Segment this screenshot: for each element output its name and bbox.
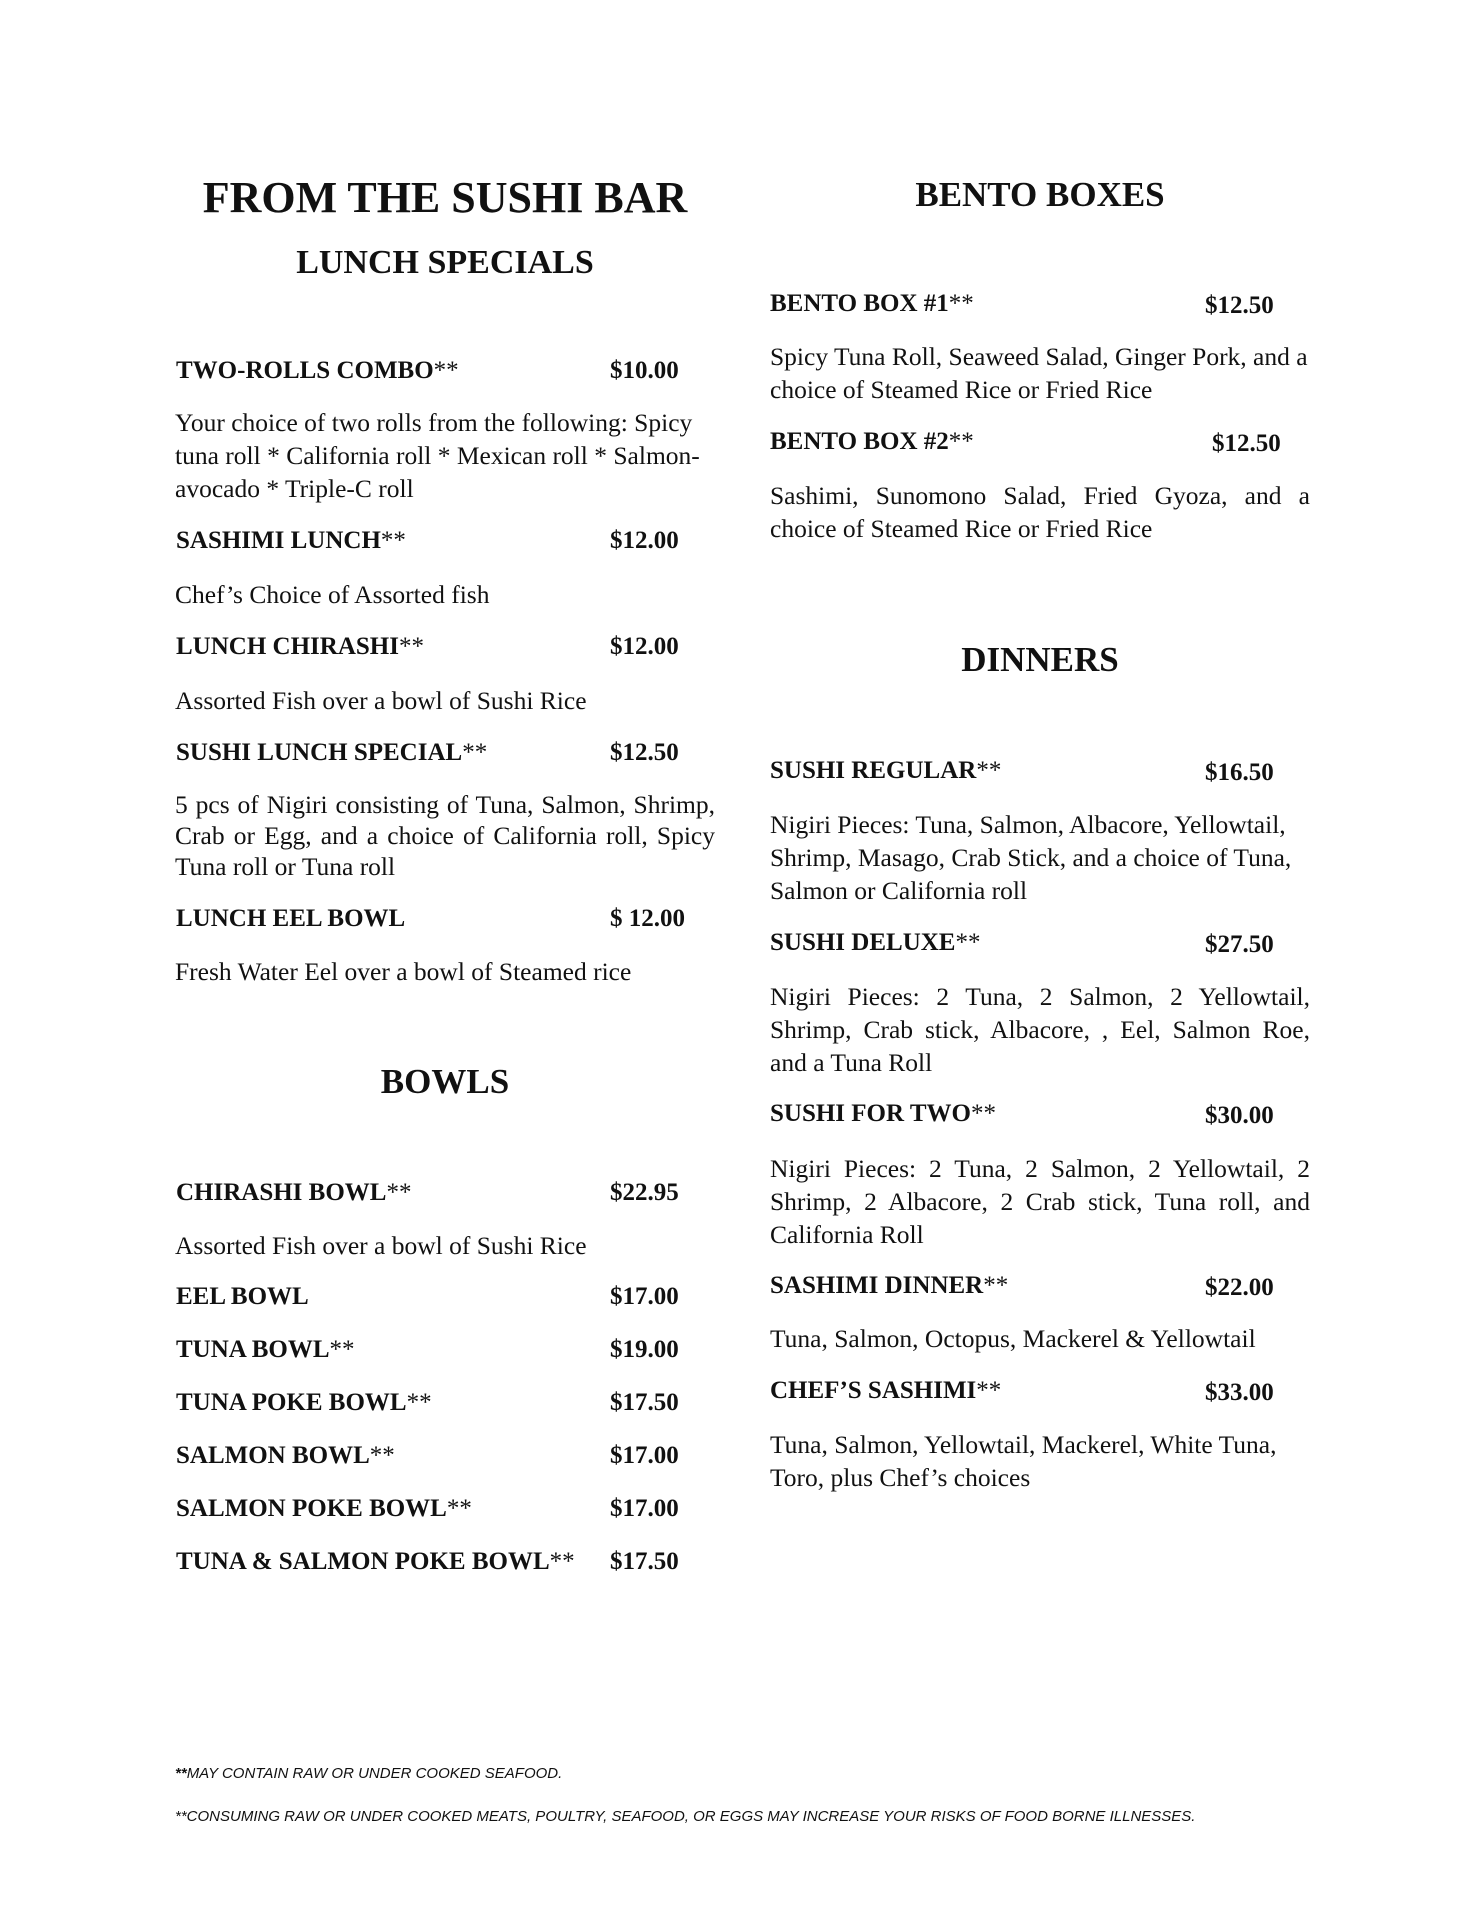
menu-item-description: Nigiri Pieces: 2 Tuna, 2 Salmon, 2 Yellowtail, Shrimp, Crab stick, Albacore, , Eel, Salmon Roe, and a Tuna Roll — [770, 982, 1310, 1077]
bowls-heading: BOWLS — [380, 1062, 510, 1101]
footnote-health-warning: **CONSUMING RAW OR UNDER COOKED MEATS, POULTRY, SEAFOOD, OR EGGS MAY INCREASE YOUR RISKS OF FOOD BORNE ILLNESSES. — [175, 1808, 1196, 1825]
menu-item-price: $ 12.00 — [610, 905, 685, 932]
menu-item-name: SASHIMI DINNER** — [770, 1272, 1009, 1299]
menu-item-name: TUNA & SALMON POKE BOWL** — [176, 1548, 575, 1575]
menu-item-price: $12.00 — [610, 633, 679, 660]
menu-item-price: $17.50 — [610, 1548, 679, 1575]
menu-item-price: $12.50 — [1205, 292, 1274, 319]
menu-item-price: $17.00 — [610, 1283, 679, 1310]
menu-item-description: Assorted Fish over a bowl of Sushi Rice — [175, 1231, 587, 1260]
menu-item-price: $16.50 — [1205, 759, 1274, 786]
menu-item-description: Spicy Tuna Roll, Seaweed Salad, Ginger Pork, and a choice of Steamed Rice or Fried Rice — [770, 342, 1308, 404]
menu-item-price: $17.50 — [610, 1389, 679, 1416]
menu-item-price: $12.50 — [1212, 430, 1281, 457]
menu-item-name: SUSHI DELUXE** — [770, 929, 981, 956]
menu-item-name: CHIRASHI BOWL** — [176, 1179, 412, 1206]
menu-item-description: Fresh Water Eel over a bowl of Steamed rice — [175, 957, 632, 986]
menu-item-name: TUNA POKE BOWL** — [176, 1389, 432, 1416]
menu-item-name: TWO-ROLLS COMBO** — [176, 357, 459, 384]
menu-item-price: $33.00 — [1205, 1379, 1274, 1406]
menu-item-description: 5 pcs of Nigiri consisting of Tuna, Salmon, Shrimp, Crab or Egg, and a choice of California roll, Spicy Tuna roll or Tuna roll — [175, 790, 715, 881]
menu-item-name: SUSHI REGULAR** — [770, 757, 1002, 784]
menu-item-name: EEL BOWL — [176, 1283, 309, 1310]
menu-item-price: $12.50 — [610, 739, 679, 766]
bento-boxes-heading: BENTO BOXES — [915, 175, 1165, 214]
menu-item-description: Your choice of two rolls from the following: Spicy tuna roll * California roll * Mexican roll * Salmon-avocado * Triple-C roll — [175, 408, 700, 503]
menu-item-name: CHEF’S SASHIMI** — [770, 1377, 1002, 1404]
page-title: FROM THE SUSHI BAR — [202, 173, 688, 222]
menu-item-description: Chef’s Choice of Assorted fish — [175, 580, 490, 609]
menu-item-description: Tuna, Salmon, Octopus, Mackerel & Yellowtail — [770, 1324, 1256, 1353]
menu-item-price: $22.00 — [1205, 1274, 1274, 1301]
lunch-specials-heading: LUNCH SPECIALS — [296, 244, 594, 281]
menu-item-price: $10.00 — [610, 357, 679, 384]
menu-item-name: BENTO BOX #1** — [770, 290, 974, 317]
menu-item-name: LUNCH CHIRASHI** — [176, 633, 424, 660]
menu-item-price: $27.50 — [1205, 931, 1274, 958]
menu-item-price: $17.00 — [610, 1495, 679, 1522]
menu-item-description: Assorted Fish over a bowl of Sushi Rice — [175, 686, 587, 715]
menu-item-price: $12.00 — [610, 527, 679, 554]
menu-item-name: SALMON BOWL** — [176, 1442, 395, 1469]
menu-item-name: SUSHI LUNCH SPECIAL** — [176, 739, 488, 766]
menu-item-name: TUNA BOWL** — [176, 1336, 355, 1363]
menu-item-name: SUSHI FOR TWO** — [770, 1100, 996, 1127]
menu-item-price: $22.95 — [610, 1179, 679, 1206]
menu-item-price: $19.00 — [610, 1336, 679, 1363]
menu-item-description: Sashimi, Sunomono Salad, Fried Gyoza, and a choice of Steamed Rice or Fried Rice — [770, 481, 1310, 543]
menu-item-description: Nigiri Pieces: 2 Tuna, 2 Salmon, 2 Yellowtail, 2 Shrimp, 2 Albacore, 2 Crab stick, Tuna roll, and California Roll — [770, 1154, 1310, 1249]
menu-item-name: BENTO BOX #2** — [770, 428, 974, 455]
menu-item-description: Nigiri Pieces: Tuna, Salmon, Albacore, Yellowtail, Shrimp, Masago, Crab Stick, and a choice of Tuna, Salmon or California roll — [770, 810, 1292, 905]
menu-item-name: SALMON POKE BOWL** — [176, 1495, 472, 1522]
footnote-raw-seafood: **MAY CONTAIN RAW OR UNDER COOKED SEAFOOD. — [175, 1765, 563, 1782]
menu-item-name: SASHIMI LUNCH** — [176, 527, 406, 554]
menu-item-description: Tuna, Salmon, Yellowtail, Mackerel, White Tuna, Toro, plus Chef’s choices — [770, 1430, 1277, 1492]
menu-item-price: $17.00 — [610, 1442, 679, 1469]
menu-item-price: $30.00 — [1205, 1102, 1274, 1129]
menu-item-name: LUNCH EEL BOWL — [176, 905, 406, 932]
dinners-heading: DINNERS — [961, 640, 1119, 679]
